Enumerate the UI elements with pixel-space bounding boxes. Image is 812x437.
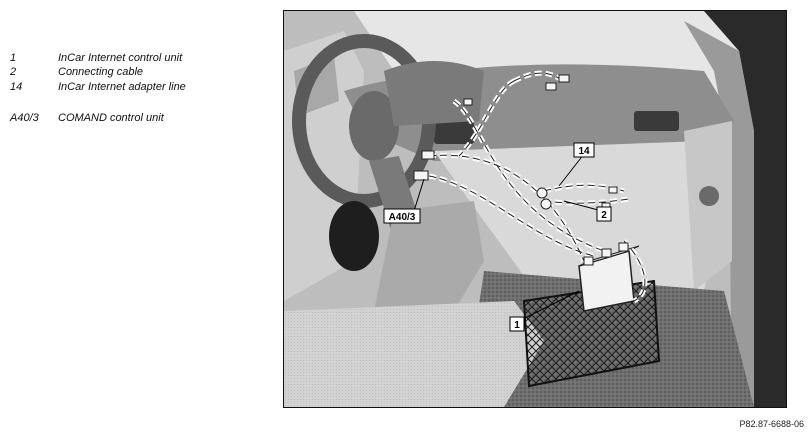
connector xyxy=(464,99,472,105)
passenger-seat xyxy=(284,301,544,407)
connector xyxy=(537,188,547,198)
connector xyxy=(414,171,428,180)
connector xyxy=(546,83,556,90)
legend-number: 1 xyxy=(10,52,17,64)
legend-label: InCar Internet adapter line xyxy=(58,81,186,93)
callout-14 xyxy=(574,143,594,157)
connector xyxy=(609,187,617,193)
connector xyxy=(541,199,551,209)
installation-illustration xyxy=(283,10,787,408)
connector xyxy=(422,151,434,159)
speaker-opening xyxy=(329,201,379,271)
callout-2-label: 2 xyxy=(601,210,607,221)
dashboard-drawing xyxy=(284,11,786,407)
connector xyxy=(602,249,611,257)
callout-1 xyxy=(510,317,524,331)
callout-2 xyxy=(597,207,611,221)
instrument-cluster xyxy=(384,61,484,126)
legend-label: COMAND control unit xyxy=(58,112,164,124)
connector xyxy=(559,75,569,82)
callout-1-label: 1 xyxy=(514,320,520,331)
callout-a403 xyxy=(384,209,420,223)
legend-number: 14 xyxy=(10,81,23,93)
legend-label: Connecting cable xyxy=(58,66,144,78)
callout-14-label: 14 xyxy=(578,146,590,157)
legend-label: InCar Internet control unit xyxy=(58,52,183,64)
legend-number: A40/3 xyxy=(10,112,39,124)
logo-emblem xyxy=(699,186,719,206)
air-vent-right xyxy=(634,111,679,131)
connector xyxy=(619,243,628,251)
callout-a403-label: A40/3 xyxy=(388,212,416,223)
connector xyxy=(584,257,593,265)
legend-number: 2 xyxy=(10,66,17,78)
figure-reference: P82.87-6688-06 xyxy=(739,419,804,429)
